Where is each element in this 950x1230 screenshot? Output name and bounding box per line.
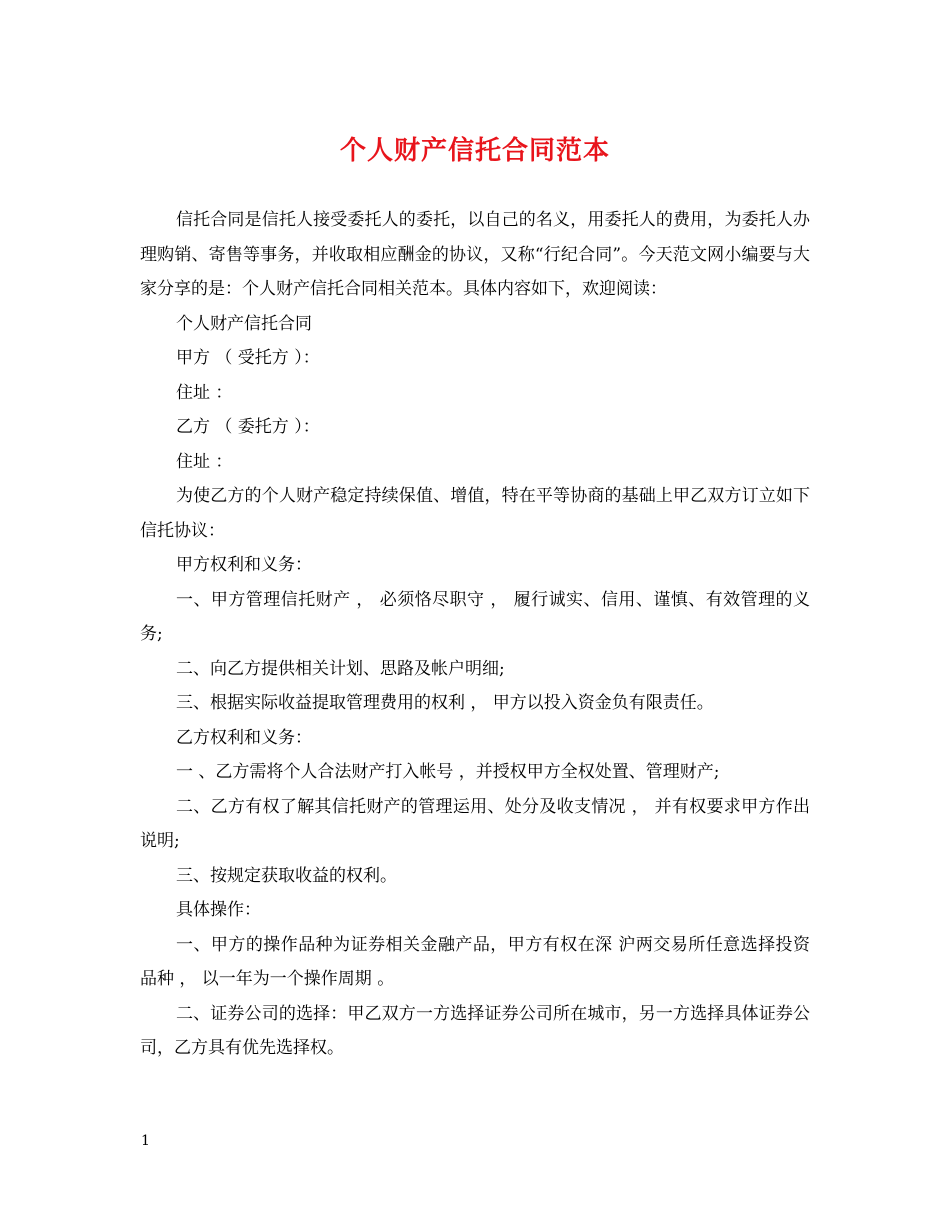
paragraph-operations-item-1: 一、甲方的操作品种为证券相关金融产品，甲方有权在深 沪两交易所任意选择投资品种 ， 以一年为一个操作周期 。 bbox=[140, 934, 810, 989]
paragraph-party-b-item-1: 一 、乙方需将个人合法财产打入帐号 ，并授权甲方全权处置、管理财产; bbox=[176, 762, 720, 782]
document-title: 个人财产信托合同范本 bbox=[339, 136, 610, 166]
document-body bbox=[140, 203, 810, 1066]
paragraph-party-b: 乙方 （ 委托方 ）： bbox=[176, 417, 320, 437]
paragraph-party-a: 甲方 （ 受托方 ）： bbox=[176, 348, 320, 368]
paragraph-party-b-rights-heading: 乙方权利和义务： bbox=[176, 727, 312, 748]
paragraph-purpose: 为使乙方的个人财产稳定持续保值、增值，特在平等协商的基础上甲乙双方订立如下信托协议： bbox=[140, 486, 810, 541]
page-number: 1 bbox=[141, 1133, 150, 1149]
paragraph-operations-heading: 具体操作： bbox=[176, 900, 261, 920]
paragraph-party-a-item-2: 二、向乙方提供相关计划、思路及帐户明细; bbox=[176, 658, 505, 679]
paragraph-party-a-item-1: 一、甲方管理信托财产 ， 必须恪尽职守 ， 履行诚实、信用、谨慎、有效管理的义务; bbox=[140, 589, 810, 644]
paragraph-party-b-item-3: 三、按规定获取收益的权利。 bbox=[176, 865, 397, 886]
paragraph-party-b-item-2: 二、乙方有权了解其信托财产的管理运用、处分及收支情况 ， 并有权要求甲方作出 说明; bbox=[140, 796, 810, 851]
paragraph-party-a-rights-heading: 甲方权利和义务： bbox=[176, 555, 312, 575]
paragraph-contract-name: 个人财产信托合同 bbox=[176, 313, 312, 334]
paragraph-party-b-address: 住址 ： bbox=[176, 451, 233, 472]
paragraph-party-a-address: 住址 ： bbox=[176, 382, 233, 403]
paragraph-operations-item-2: 二、证券公司的选择：甲乙双方一方选择证券公司所在城市，另一方选择具体证券公司，乙方具有优先选择权。 bbox=[140, 1003, 810, 1058]
paragraph-intro: 信托合同是信托人接受委托人的委托，以自己的名义，用委托人的费用，为委托人办理购销、寄售等事务，并收取相应酬金的协议，又称“行纪合同”。今天范文网小编要与大家分享的是：个人财产信托合同相关范本。具体内容如下，欢迎阅读： bbox=[140, 210, 810, 299]
paragraph-party-a-item-3: 三、根据实际收益提取管理费用的权利 ， 甲方以投入资金负有限责任。 bbox=[176, 693, 714, 713]
